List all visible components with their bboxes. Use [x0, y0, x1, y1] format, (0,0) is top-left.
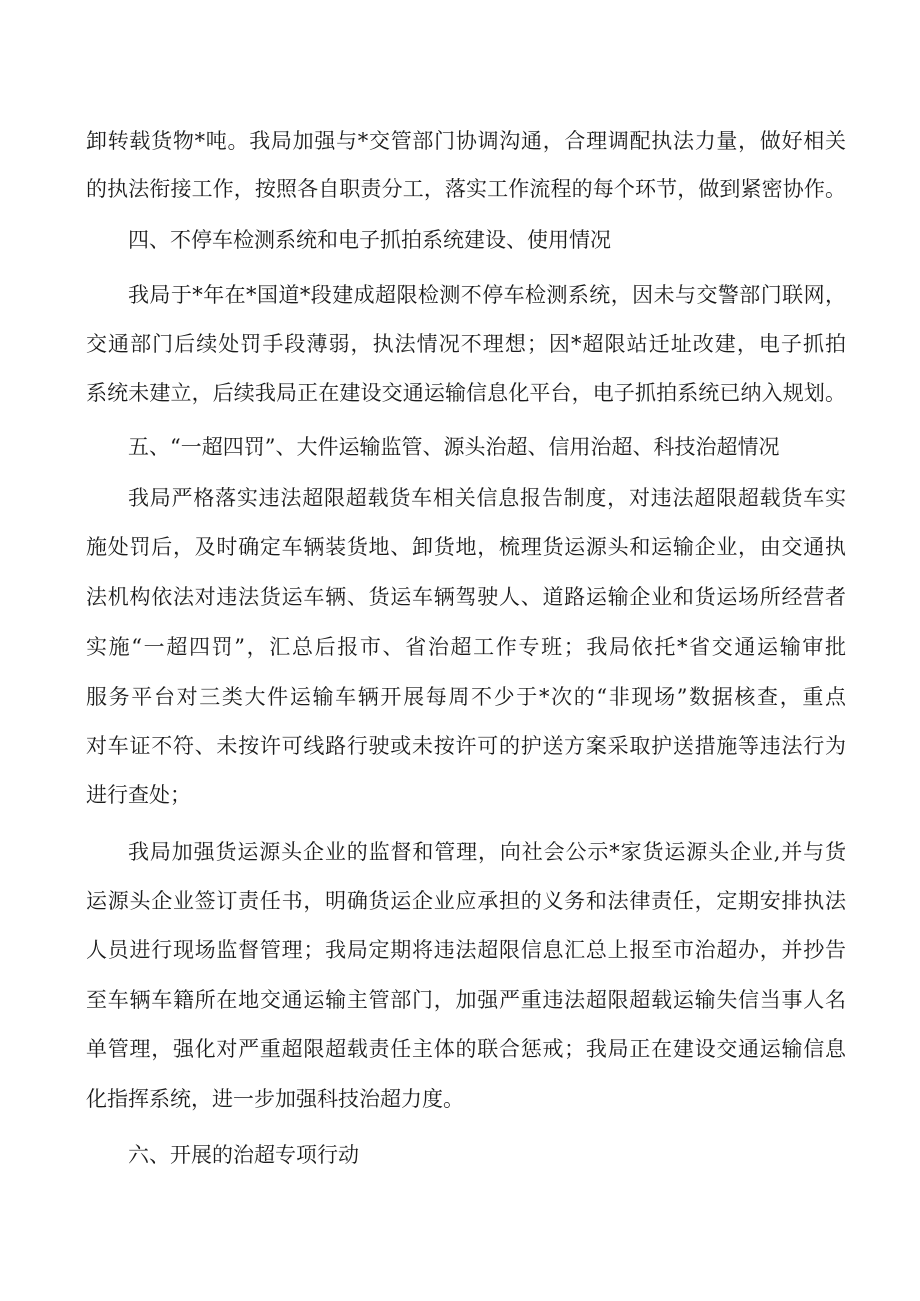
paragraph-line: 我局严格落实违法超限超载货车相关信息报告制度，对违法超限超载货车实 [128, 486, 846, 510]
paragraph-line: 我局于*年在*国道*段建成超限检测不停车检测系统，因未与交警部门联网， [128, 283, 846, 307]
section-heading: 六、开展的治超专项行动 [128, 1143, 359, 1167]
paragraph-line: 施处罚后，及时确定车辆装货地、卸货地，梳理货运源头和运输企业，由交通执 [86, 535, 846, 559]
paragraph-line: 人员进行现场监督管理；我局定期将违法超限信息汇总上报至市治超办，并抄告 [86, 938, 846, 962]
paragraph-line: 服务平台对三类大件运输车辆开展每周不少于*次的“非现场”数据核查，重点 [86, 685, 847, 709]
paragraph-line: 单管理，强化对严重超限超载责任主体的联合惩戒；我局正在建设交通运输信息 [86, 1037, 846, 1061]
paragraph-line: 的执法衔接工作，按照各自职责分工，落实工作流程的每个环节，做到紧密协作。 [86, 177, 846, 201]
paragraph-line: 法机构依法对违法货运车辆、货运车辆驾驶人、道路运输企业和货运场所经营者 [86, 585, 846, 609]
paragraph-line: 运源头企业签订责任书，明确货运企业应承担的义务和法律责任，定期安排执法 [86, 889, 846, 913]
section-heading: 四、不停车检测系统和电子抓拍系统建设、使用情况 [128, 228, 611, 252]
paragraph-line: 实施“一超四罚”，汇总后报市、省治超工作专班；我局依托*省交通运输审批 [86, 635, 846, 659]
section-heading: 五、“一超四罚”、大件运输监管、源头治超、信用治超、科技治超情况 [128, 435, 780, 459]
paragraph-line: 至车辆车籍所在地交通运输主管部门，加强严重违法超限超载运输失信当事人名 [86, 988, 846, 1012]
paragraph-line: 我局加强货运源头企业的监督和管理，向社会公示*家货运源头企业,并与货 [128, 840, 846, 864]
paragraph-line: 卸转载货物*吨。我局加强与*交管部门协调沟通，合理调配执法力量，做好相关 [86, 129, 846, 153]
paragraph-line: 化指挥系统，进一步加强科技治超力度。 [86, 1087, 464, 1111]
paragraph-line: 进行查处； [86, 783, 191, 807]
paragraph-line: 交通部门后续处罚手段薄弱，执法情况不理想；因*超限站迁址改建，电子抓拍 [86, 332, 846, 356]
paragraph-line: 系统未建立，后续我局正在建设交通运输信息化平台，电子抓拍系统已纳入规划。 [86, 381, 846, 405]
paragraph-line: 对车证不符、未按许可线路行驶或未按许可的护送方案采取护送措施等违法行为 [86, 734, 846, 758]
